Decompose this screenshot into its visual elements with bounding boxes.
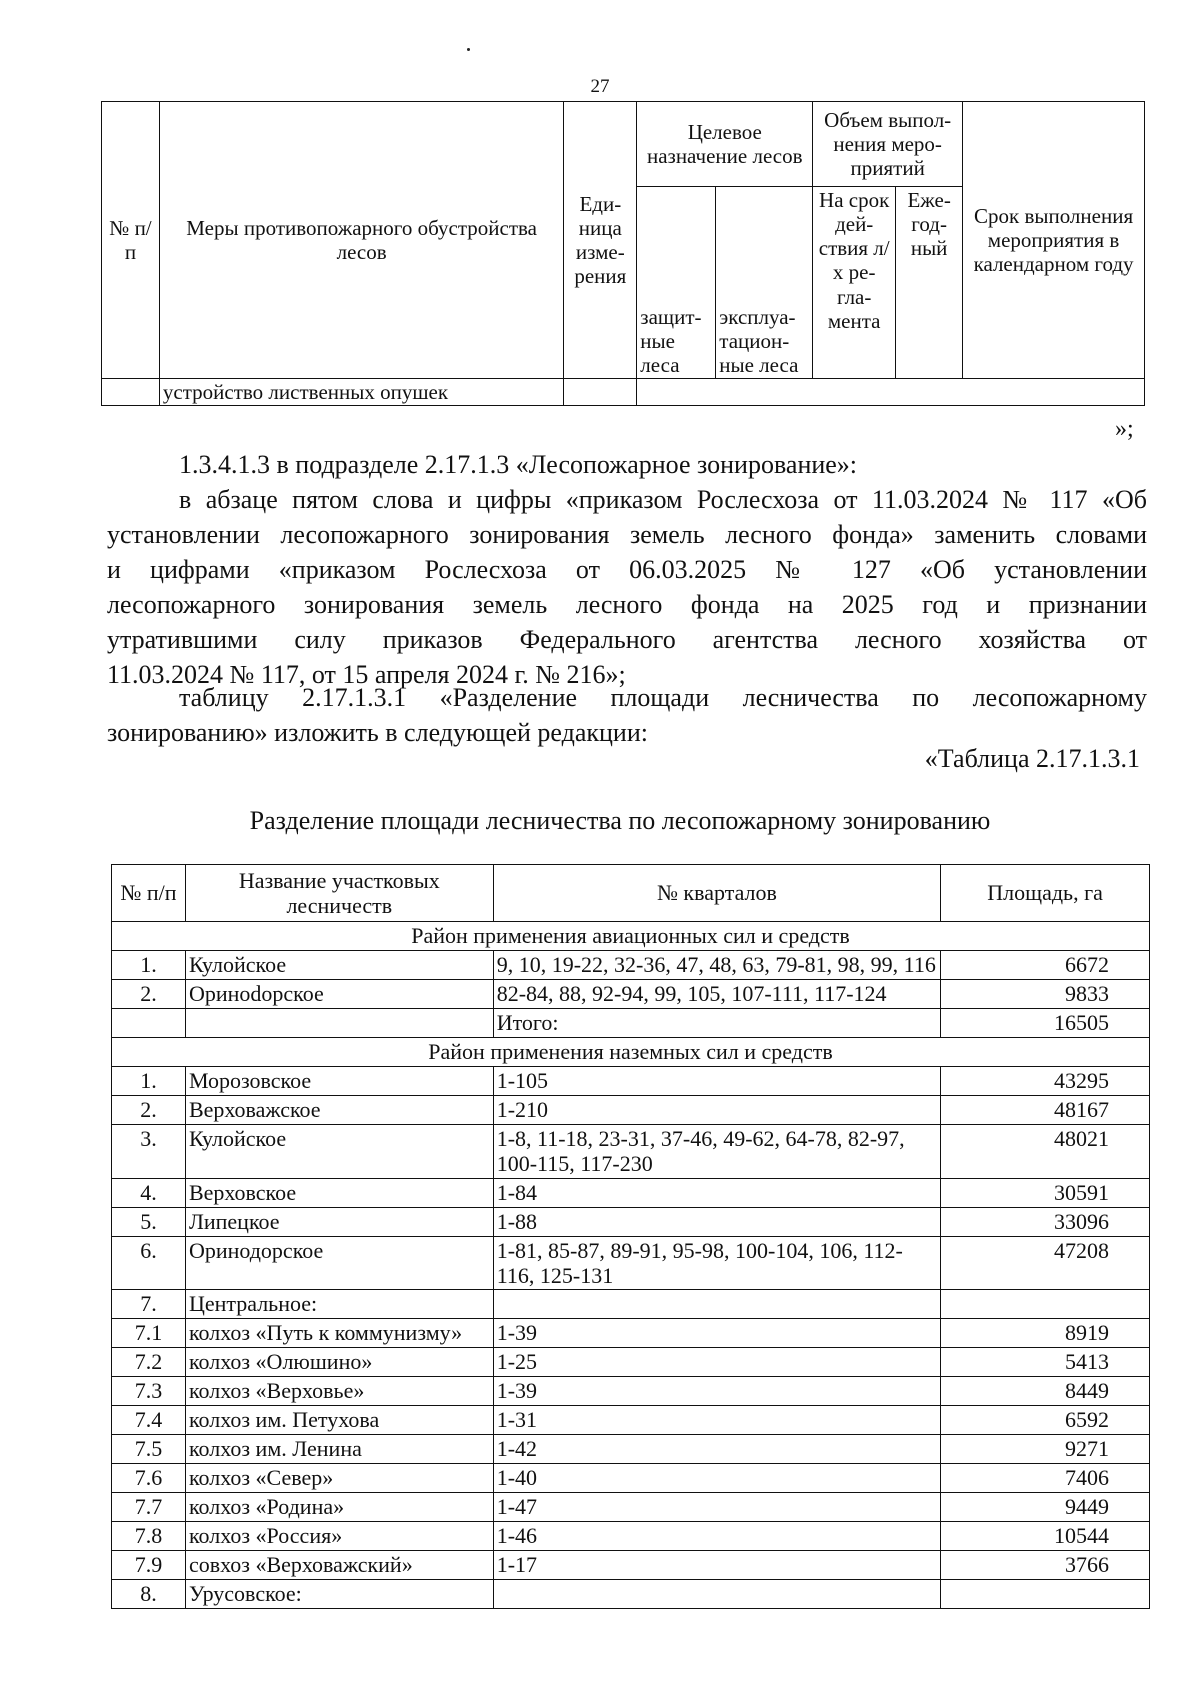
cell-name: Морозовское [185, 1067, 493, 1096]
table-row [112, 1435, 1150, 1464]
header-deadline: Срок выполнения мероприятия в календарном году [963, 102, 1145, 379]
row-cell-num [102, 379, 160, 406]
cell-quarters: 1-42 [493, 1435, 940, 1464]
cell-area: 9449 [941, 1493, 1150, 1522]
table-row [112, 1580, 1150, 1609]
cell-quarters [493, 1290, 940, 1319]
col-header-quarters: № кварталов [493, 865, 940, 922]
table-row [112, 1207, 1150, 1236]
instruction-line: таблицу 2.17.1.3.1 «Разделение площади лесничества по лесопожарному [179, 683, 1147, 712]
scan-dot [467, 48, 470, 51]
cell-area: 8919 [941, 1319, 1150, 1348]
cell-quarters: 1-25 [493, 1348, 940, 1377]
cell-quarters: 1-31 [493, 1406, 940, 1435]
cell-name: Верховажское [185, 1096, 493, 1125]
cell-num: 7. [112, 1290, 186, 1319]
cell-num: 8. [112, 1580, 186, 1609]
cell-quarters: 1-8, 11-18, 23-31, 37-46, 49-62, 64-78, 82-97, 100-115, 117-230 [493, 1125, 940, 1179]
cell-num: 7.6 [112, 1464, 186, 1493]
amendment-line: и цифрами «приказом Рослесхоза от 06.03.2025 № 127 «Об установлении [107, 555, 1147, 584]
amendment-line: в абзаце пятом слова и цифры «приказом Рослесхоза от 11.03.2024 № 117 «Об [179, 485, 1147, 514]
table-row [112, 1236, 1150, 1290]
cell-area: 7406 [941, 1464, 1150, 1493]
table-row [112, 980, 1150, 1009]
cell-num: 4. [112, 1178, 186, 1207]
cell-name: Центральное: [185, 1290, 493, 1319]
fire-zoning-table [111, 864, 1150, 1609]
cell-quarters: 82-84, 88, 92-94, 99, 105, 107-111, 117-124 [493, 980, 940, 1009]
header-for-period: На срок дей-ствия л/х ре-гла-мента [813, 187, 896, 379]
cell-quarters: 1-210 [493, 1096, 940, 1125]
row-cell-rest [637, 379, 1145, 406]
cell-quarters: 1-105 [493, 1067, 940, 1096]
paragraph-table-instruction [107, 680, 1147, 750]
cell-name: колхоз им. Ленина [185, 1435, 493, 1464]
header-measures: Меры противопожарного обустройства лесов [159, 102, 563, 379]
amendment-line: лесопожарного зонирования земель лесного фонда на 2025 год и признании [107, 590, 1147, 619]
table-row [112, 1125, 1150, 1179]
cell-num: 3. [112, 1125, 186, 1179]
cell-quarters: 1-17 [493, 1551, 940, 1580]
cell-quarters: 1-88 [493, 1207, 940, 1236]
cell-name: колхоз им. Петухова [185, 1406, 493, 1435]
cell-num: 2. [112, 1096, 186, 1125]
cell-name [185, 1009, 493, 1038]
cell-num: 7.1 [112, 1319, 186, 1348]
cell-name: совхоз «Верховажский» [185, 1551, 493, 1580]
table-caption: «Таблица 2.17.1.3.1 [924, 744, 1140, 773]
cell-name: Оринодорское [185, 1236, 493, 1290]
cell-name: Кулойское [185, 1125, 493, 1179]
section-row [112, 1038, 1150, 1067]
cell-area [941, 1290, 1150, 1319]
table-row [112, 1290, 1150, 1319]
header-protective: защит-ные леса [637, 187, 716, 379]
cell-area: 6672 [941, 951, 1150, 980]
table-row [112, 1348, 1150, 1377]
cell-num: 7.8 [112, 1522, 186, 1551]
header-volume: Объем выпол-нения меро-приятий [813, 102, 963, 187]
paragraph-subsection: 1.3.4.1.3 в подразделе 2.17.1.3 «Лесопожарное зонирование»: [179, 450, 858, 479]
table-row [112, 1493, 1150, 1522]
cell-area: 33096 [941, 1207, 1150, 1236]
cell-num: 2. [112, 980, 186, 1009]
cell-quarters: 9, 10, 19-22, 32-36, 47, 48, 63, 79-81, 98, 99, 116 [493, 951, 940, 980]
cell-name: Ориноdорское [185, 980, 493, 1009]
section-row [112, 922, 1150, 951]
cell-quarters: 1-39 [493, 1377, 940, 1406]
cell-num: 6. [112, 1236, 186, 1290]
instruction-line: зонированию» изложить в следующей редакции: [107, 718, 648, 747]
cell-num: 1. [112, 951, 186, 980]
total-value: 16505 [941, 1009, 1150, 1038]
cell-area: 9833 [941, 980, 1150, 1009]
cell-area: 47208 [941, 1236, 1150, 1290]
closing-quote: »; [1115, 416, 1134, 442]
cell-quarters: 1-47 [493, 1493, 940, 1522]
cell-area: 48021 [941, 1125, 1150, 1179]
section-title: Район применения наземных сил и средств [112, 1038, 1150, 1067]
header-annual: Еже-год-ный [896, 187, 963, 379]
cell-num: 7.9 [112, 1551, 186, 1580]
cell-name: Урусовское: [185, 1580, 493, 1609]
cell-name: колхоз «Север» [185, 1464, 493, 1493]
cell-name: колхоз «Путь к коммунизму» [185, 1319, 493, 1348]
cell-quarters: 1-84 [493, 1178, 940, 1207]
header-purpose: Целевое назначение лесов [637, 102, 813, 187]
cell-quarters: 1-39 [493, 1319, 940, 1348]
cell-num: 7.2 [112, 1348, 186, 1377]
table-title: Разделение площади лесничества по лесопожарному зонированию [249, 806, 991, 835]
header-num: № п/п [102, 102, 160, 379]
cell-name: Кулойское [185, 951, 493, 980]
table-row [112, 1319, 1150, 1348]
amendment-line: утратившими силу приказов Федерального агентства лесного хозяйства от [107, 625, 1147, 654]
page-number: 27 [590, 76, 610, 97]
fire-measures-table [101, 101, 1145, 406]
cell-area: 43295 [941, 1067, 1150, 1096]
col-header-name: Название участковых лесничеств [185, 865, 493, 922]
cell-num: 5. [112, 1207, 186, 1236]
cell-num: 7.4 [112, 1406, 186, 1435]
header-unit: Еди-ница изме-рения [564, 102, 637, 379]
paragraph-amendment [107, 482, 1147, 692]
cell-name: колхоз «Родина» [185, 1493, 493, 1522]
cell-num [112, 1009, 186, 1038]
cell-area: 10544 [941, 1522, 1150, 1551]
table-row [112, 1464, 1150, 1493]
cell-num: 7.7 [112, 1493, 186, 1522]
table-row [112, 1067, 1150, 1096]
amendment-line: установлении лесопожарного зонирования земель лесного фонда» заменить словами [107, 520, 1147, 549]
cell-num: 7.5 [112, 1435, 186, 1464]
cell-area: 6592 [941, 1406, 1150, 1435]
cell-quarters [493, 1580, 940, 1609]
col-header-num: № п/п [112, 865, 186, 922]
table-row [112, 1551, 1150, 1580]
cell-num: 7.3 [112, 1377, 186, 1406]
cell-name: Верховское [185, 1178, 493, 1207]
total-label: Итого: [493, 1009, 940, 1038]
col-header-area: Площадь, га [941, 865, 1150, 922]
cell-quarters: 1-40 [493, 1464, 940, 1493]
table-row [112, 1522, 1150, 1551]
cell-quarters: 1-81, 85-87, 89-91, 95-98, 100-104, 106, 112-116, 125-131 [493, 1236, 940, 1290]
cell-area: 8449 [941, 1377, 1150, 1406]
table-row [112, 1178, 1150, 1207]
cell-num: 1. [112, 1067, 186, 1096]
total-row [112, 1009, 1150, 1038]
section-title: Район применения авиационных сил и средств [112, 922, 1150, 951]
cell-name: Липецкое [185, 1207, 493, 1236]
row-cell-unit [564, 379, 637, 406]
table-row [112, 1096, 1150, 1125]
cell-name: колхоз «Верховье» [185, 1377, 493, 1406]
amendment-line: 11.03.2024 № 117, от 15 апреля 2024 г. № 216»; [107, 660, 626, 689]
row-cell-measure: устройство лиственных опушек [159, 379, 563, 406]
cell-area: 5413 [941, 1348, 1150, 1377]
table-row [112, 1406, 1150, 1435]
cell-area: 30591 [941, 1178, 1150, 1207]
cell-name: колхоз «Россия» [185, 1522, 493, 1551]
cell-area [941, 1580, 1150, 1609]
cell-quarters: 1-46 [493, 1522, 940, 1551]
table-row [112, 1377, 1150, 1406]
cell-area: 9271 [941, 1435, 1150, 1464]
cell-area: 48167 [941, 1096, 1150, 1125]
header-exploitation: эксплуа-тацион-ные леса [716, 187, 813, 379]
cell-area: 3766 [941, 1551, 1150, 1580]
table-row [112, 951, 1150, 980]
cell-name: колхоз «Олюшино» [185, 1348, 493, 1377]
